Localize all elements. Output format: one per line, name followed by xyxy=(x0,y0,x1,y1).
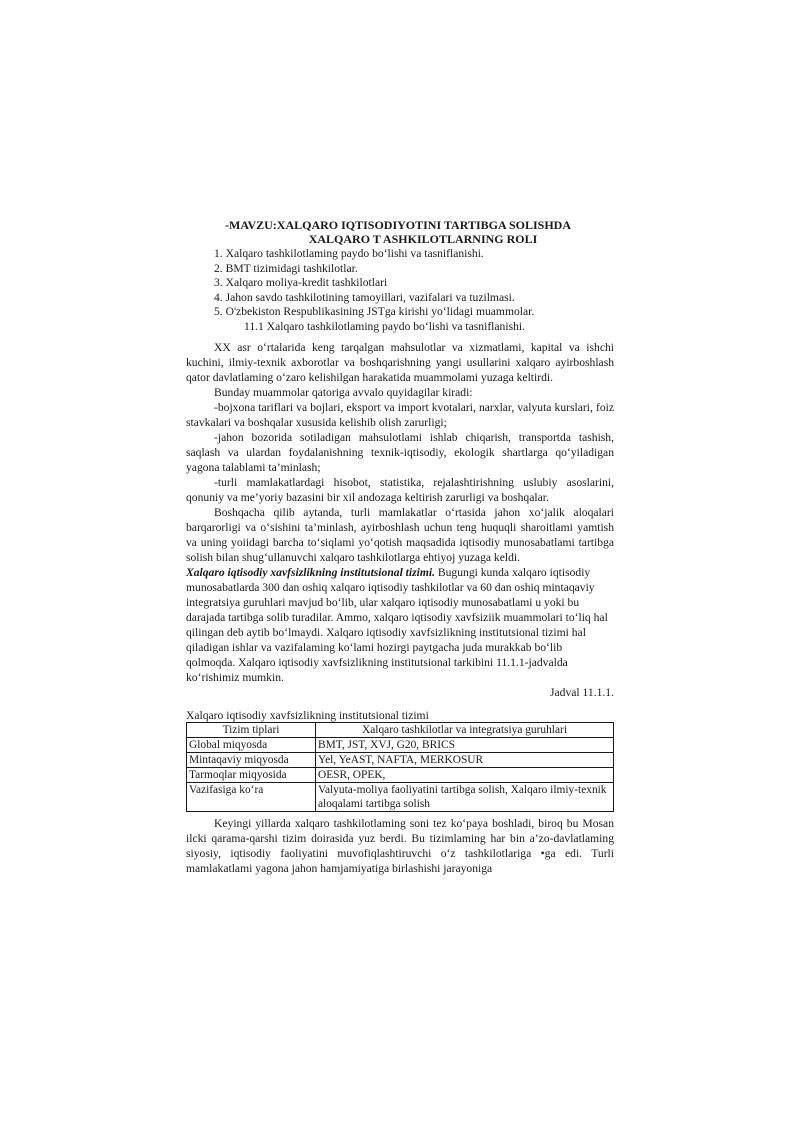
table-header-cell: Tizim tiplari xyxy=(187,723,316,738)
outline-item: 5. O'zbekiston Respublikasining JSTga kirishi yo‘lidagi muammolar. xyxy=(214,305,535,319)
table-cell-orgs: BMT, JST, XVJ, G20, BRICS xyxy=(316,738,614,753)
paragraph-problem-1: -bojxona tariflari va bojlari, eksport va import kvotalari, narxlar, valyuta kurslari, foiz stavkalari va boshqalar xususida kelishib olish zarurligi; xyxy=(186,401,614,430)
institutional-system-table xyxy=(186,722,614,812)
table-row xyxy=(187,768,614,783)
table-caption: Xalqaro iqtisodiy xavfsizlikning institutsional tizimi xyxy=(186,709,429,723)
paragraph-history: Keyingi yillarda xalqaro tashkilotlaming soni tez ko‘paya boshladi, biroq bu Mosan ilcki qarama-qarshi tizim doirasida yuz berdi. Bu tizimlaming har bin a’zo-davlatlaming siyosiy, iqtisodiy faoliyatini muvofiqlashtiruvchi o‘z tashkilotlariga •ga edi. Turli mamlakatlami yagona jahon hamjamiyatiga birlashishi jarayoniga xyxy=(186,817,614,876)
paragraph-need: Boshqacha qilib aytanda, turli mamlakatlar o‘rtasida jahon xo‘jalik aloqalari barqarorligi va o‘sishini ta’minlash, ayirboshlash uchun teng huquqli sharoitlami yamtish va uning yoiidagi barcha to‘siqlami yo‘qotish maqsadida iqtisodiy munosabatlami tartibga solish bilan shug‘ullanuvchi xalqaro tashkilotlarga ehtiyoj yuzaga keldi. xyxy=(186,506,614,565)
paragraph-problem-3: -turli mamlakatlardagi hisobot, statistika, rejalashtirishning uslubiy asoslarini, qonuniy va me’yoriy bazasini bir xil andozaga keltirish zarurligi va boshqalar. xyxy=(186,476,614,505)
table-cell-orgs: Valyuta-moliya faoliyatini tartibga solish, Xalqaro ilmiy-texnik aloqalami tartibga solish xyxy=(316,783,614,812)
table-row xyxy=(187,783,614,812)
bold-italic-lead: Xalqaro iqtisodiy xavfsizlikning institutsional tizimi. xyxy=(186,566,435,580)
paragraph-problem-2: -jahon bozorida sotiladigan mahsulotlami ishlab chiqarish, transportda tashish, saqlash va ulardan foydalanishning texnik-iqtisodiy, ekologik shartlarga qo‘yiladigan yagona talablami ta’minlash; xyxy=(186,431,614,475)
topic-outline xyxy=(186,247,614,320)
paragraph-problems-lead: Bunday muammolar qatoriga avvalo quyidagilar kiradi: xyxy=(214,386,473,400)
outline-item: 3. Xalqaro moliya-kredit tashkilotlari xyxy=(214,276,388,290)
table-row xyxy=(187,738,614,753)
table-cell-orgs: Yel, YeAST, NAFTA, MERKOSUR xyxy=(316,753,614,768)
title-line-1: -MAVZU:XALQARO IQTISODIYOTINI TARTIBGA SOLISHDA xyxy=(225,218,571,232)
table-header-cell: Xalqaro tashkilotlar va integratsiya guruhlari xyxy=(316,723,614,738)
table-cell-orgs: OESR, OPEK, xyxy=(316,768,614,783)
section-heading: 11.1 Xalqaro tashkilotlaming paydo bo‘lishi va tasniflanishi. xyxy=(244,319,525,333)
table-row xyxy=(187,753,614,768)
paragraph-intro: XX asr o‘rtalarida keng tarqalgan mahsulotlar va xizmatlami, kapital va ishchi kuchini, ilmiy-texnik axborotlar va boshqarishning yangi usullarini xalqaro ayirboshlash qator davlatlaming o‘zaro kelishilgan harakatida muammolami yuzaga keltirdi. xyxy=(186,341,614,385)
outline-item: 4. Jahon savdo tashkilotining tamoyillari, vazifalari va tuzilmasi. xyxy=(214,290,515,304)
table-cell-type: Vazifasiga ko‘ra xyxy=(187,783,316,812)
paragraph-institutional-system xyxy=(186,565,614,685)
document-title xyxy=(186,218,614,246)
table-cell-type: Mintaqaviy miqyosda xyxy=(187,753,316,768)
title-line-2: XALQARO T ASHKILOTLARNING ROLI xyxy=(308,232,538,246)
outline-item: 2. BMT tizimidagi tashkilotlar. xyxy=(214,261,358,275)
document-page xyxy=(186,218,614,876)
paragraph-body: Bugungi kunda xalqaro iqtisodiy munosabatlarda 300 dan oshiq xalqaro iqtisodiy tashkilotlar va 60 dan oshiq mintaqaviy integratsiya guruhlari mavjud bo‘lib, ular xalqaro iqtisodiy munosabatlami u yoki bu darajada tartibga solib turadilar. Ammo, xalqaro iqtisodiy xavfsiziik muammolari to‘liq hal qilingan deb aytib bo‘lmaydi. Xalqaro iqtisodiy xavfsizlikning institutsional tizimi hal qiladigan ishlar va vazifalaming ko‘lami hozirgi paytgacha juda murakkab bo‘lib qolmoqda. Xalqaro iqtisodiy xavfsizlikning institutsional tarkibini 11.1.1-jadvalda ko‘rishimiz mumkin. xyxy=(186,566,608,685)
table-cell-type: Global miqyosda xyxy=(187,738,316,753)
table-header-row xyxy=(187,723,614,738)
table-cell-type: Tarmoqlar miqyosida xyxy=(187,768,316,783)
table-reference: Jadval 11.1.1. xyxy=(550,686,614,700)
outline-item: 1. Xalqaro tashkilotlaming paydo bo‘lishi va tasniflanishi. xyxy=(214,247,484,260)
